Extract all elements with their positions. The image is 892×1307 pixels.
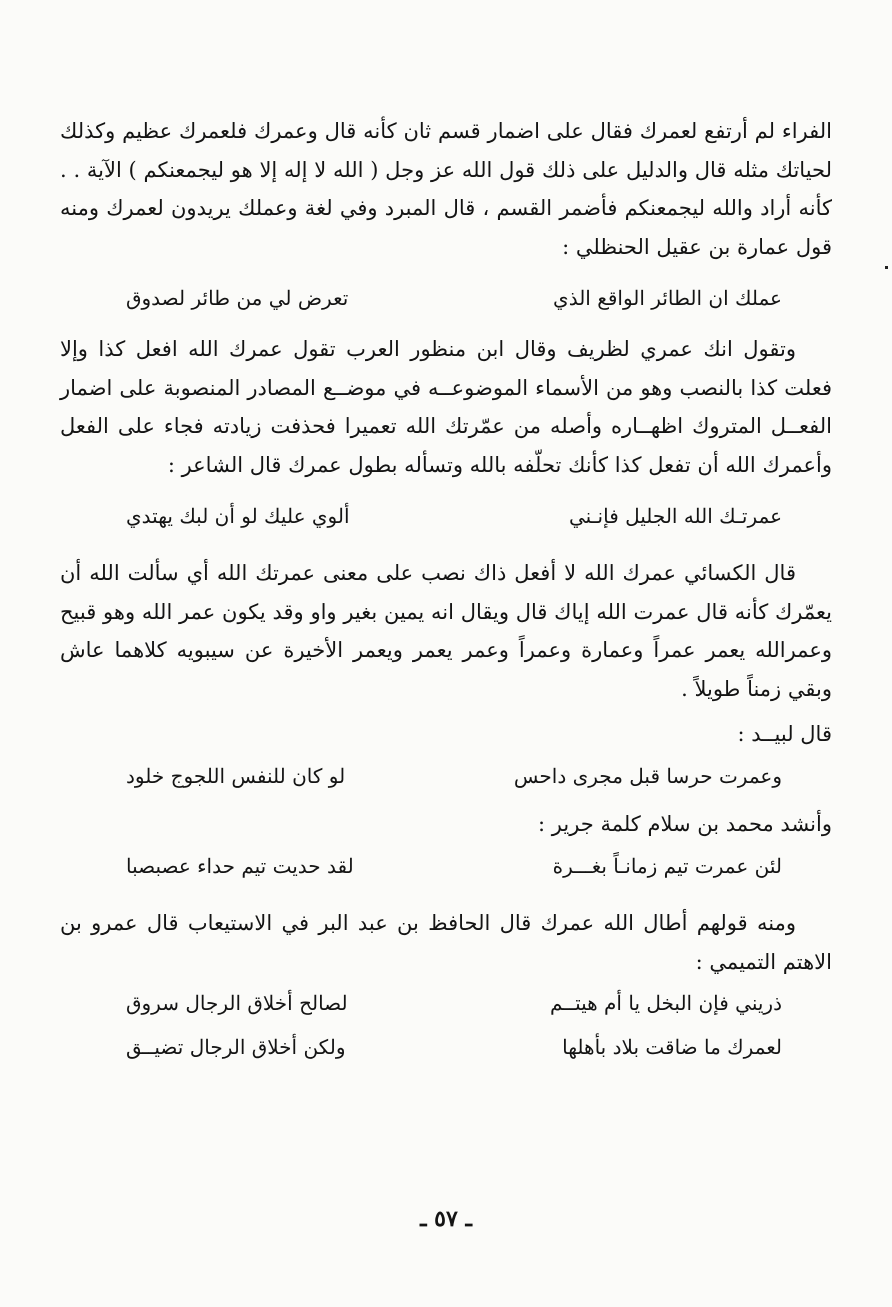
verse-first-hemistich: ذريني فإن البخل يا أم هيتــم — [550, 991, 782, 1015]
page-body — [60, 112, 832, 1069]
scan-mark — [885, 266, 888, 269]
verse-line — [60, 494, 832, 538]
verse-line — [60, 754, 832, 798]
verse-first-hemistich: لئن عمرت تيم زمانـاً بغـــرة — [552, 854, 782, 878]
verse-second-hemistich: لصالح أخلاق الرجال سروق — [126, 991, 348, 1015]
verse-first-hemistich: لعمرك ما ضاقت بلاد بأهلها — [562, 1035, 782, 1059]
verse-line — [60, 981, 832, 1025]
poet-attribution: قال لبيــد : — [737, 722, 832, 746]
verse-first-hemistich: عمرتـك الله الجليل فإنـني — [568, 504, 782, 528]
verse-second-hemistich: ولكن أخلاق الرجال تضيــق — [126, 1035, 346, 1059]
paragraph: الفراء لم أرتفع لعمرك فقال على اضمار قسم ثان كأنه قال وعمرك فلعمرك عظيم وكذلك لحياتك مثله قال والدليل على ذلك قول الله عز وجل ( الله لا إله إلا هو ليجمعنكم ) الآية . . كأنه أراد والله ليجمعنكم فأضمر القسم ، قال المبرد وفي لغة وعملك يريدون لعمرك ومنه قول عمارة بن عقيل الحنظلي : — [60, 119, 832, 259]
paragraph: وتقول انك عمري لظريف وقال ابن منظور العرب تقول عمرك الله افعل كذا وإلا فعلت كذا بالنصب وهو من الأسماء الموضوعــه في موضــع المصادر المنصوبة على اضمار الفعــل المتروك اظهــاره وأصله من عمّرتك الله تعميرا فحذفت زيادته فجاء على الفعل وأعمرك الله أن تفعل كذا كأنك تحلّفه بالله وتسأله بطول عمرك قال الشاعر : — [60, 337, 832, 477]
paragraph: قال الكسائي عمرك الله لا أفعل ذاك نصب على معنى عمرتك الله أي سألت الله أن يعمّرك كأنه قال عمرت الله إياك قال ويقال انه يمين بغير واو وقد يكون عمر الله وهو قبيح وعمرالله يعمر عمراً وعمارة وعمراً وعمر يعمر ويعمر الأخيرة عن سيبويه كلاهما عاش وبقي زمناً طويلاً . — [60, 561, 832, 701]
verse-first-hemistich: وعمرت حرسا قبل مجرى داحس — [513, 764, 782, 788]
verse-second-hemistich: لقد حديت تيم حداء عصبصبا — [126, 854, 354, 878]
verse-second-hemistich: لو كان للنفس اللجوج خلود — [126, 764, 346, 788]
poet-attribution: وأنشد محمد بن سلام كلمة جرير : — [538, 812, 832, 836]
verse-first-hemistich: عملك ان الطائر الواقع الذي — [553, 286, 782, 310]
verse-line — [60, 844, 832, 888]
verse-second-hemistich: تعرض لي من طائر لصدوق — [126, 286, 349, 310]
paragraph: ومنه قولهم أطال الله عمرك قال الحافظ بن عبد البر في الاستيعاب قال عمرو بن الاهتم التميمي : — [60, 911, 832, 974]
verse-second-hemistich: ألوي عليك لو أن لبك يهتدي — [126, 504, 350, 528]
page-number: ـ ٥٧ ـ — [420, 1206, 472, 1232]
verse-line — [60, 1025, 832, 1069]
verse-line — [60, 276, 832, 320]
